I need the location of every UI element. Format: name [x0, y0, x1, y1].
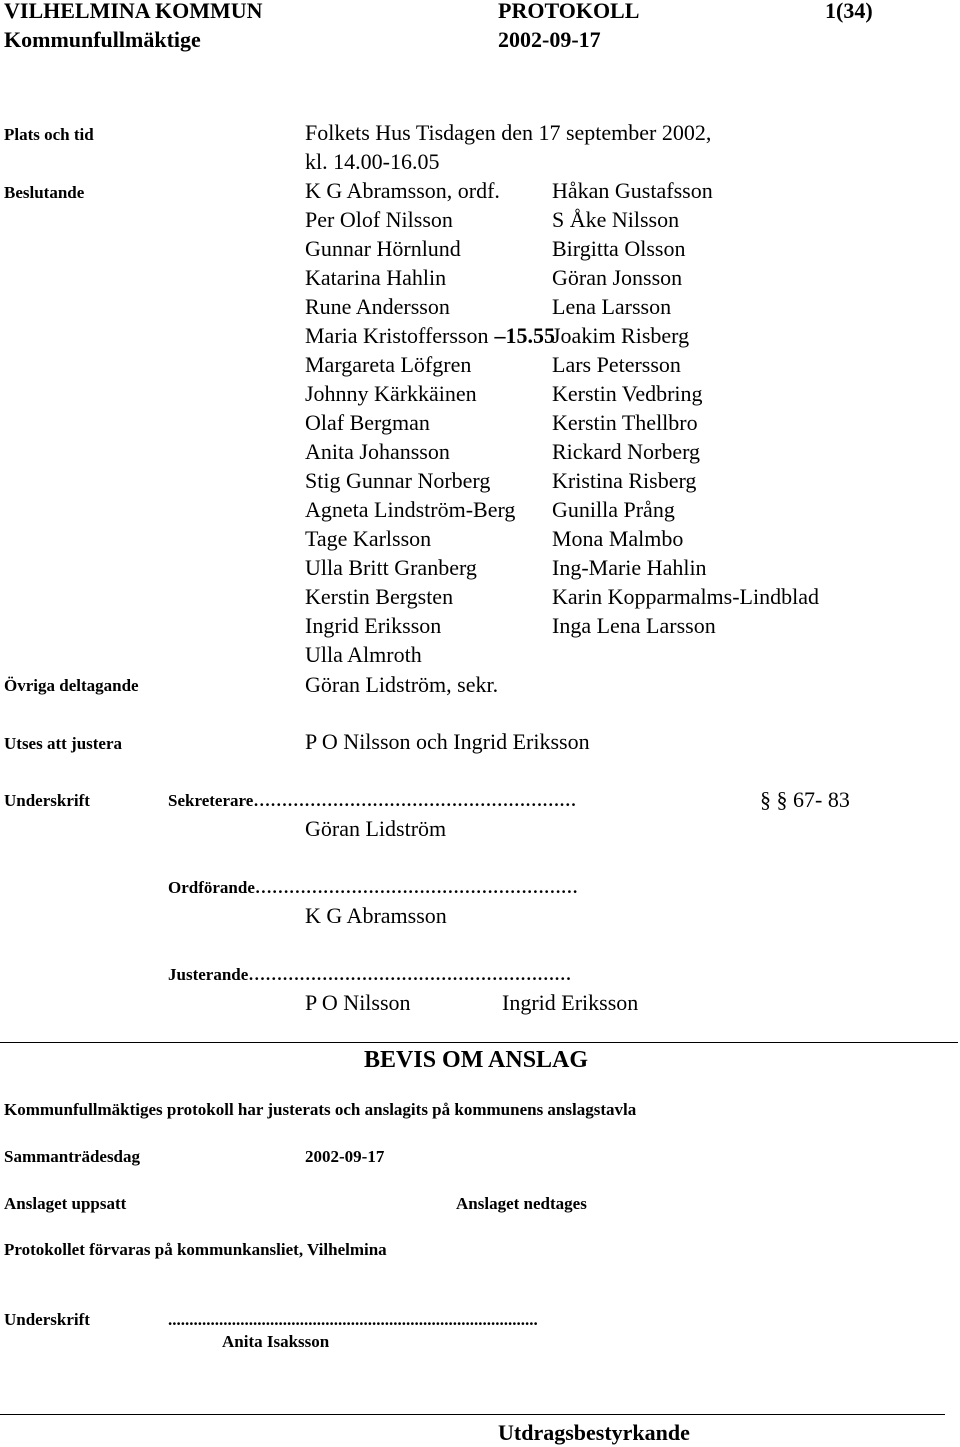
chair-name: K G Abramsson	[305, 903, 447, 928]
member-name: Tage Karlsson	[305, 526, 432, 551]
member-right: Mona Malmbo	[552, 526, 684, 551]
meeting-day-label: Sammanträdesdag	[4, 1147, 141, 1166]
member-time-note: –15.55	[494, 323, 555, 348]
member-right: Gunilla Prång	[552, 497, 675, 522]
doc-type: PROTOKOLL	[498, 0, 640, 23]
notice-signature-label: Underskrift	[4, 1310, 90, 1329]
adjuster-name-2: Ingrid Eriksson	[502, 990, 639, 1015]
member-left	[305, 267, 446, 289]
footer-divider	[0, 1414, 945, 1415]
member-right: Karin Kopparmalms-Lindblad	[552, 584, 819, 609]
member-left	[305, 499, 515, 521]
member-left	[305, 325, 555, 347]
member-name: Margareta Löfgren	[305, 352, 472, 377]
member-right: Joakim Risberg	[552, 323, 690, 348]
member-right: Göran Jonsson	[552, 265, 683, 290]
member-left	[305, 644, 422, 666]
member-name: Agneta Lindström-Berg	[305, 497, 516, 522]
member-name: Johnny Kärkkäinen	[305, 381, 477, 406]
member-right: Kerstin Thellbro	[552, 410, 698, 435]
member-right: S Åke Nilsson	[552, 207, 680, 232]
removed-label: Anslaget nedtages	[456, 1194, 587, 1213]
member-left	[305, 615, 441, 637]
org-name: VILHELMINA KOMMUN	[4, 0, 263, 23]
member-name: Kerstin Bergsten	[305, 584, 454, 609]
meeting-date: 2002-09-17	[498, 27, 601, 52]
member-right: Kristina Risberg	[552, 468, 697, 493]
others-value: Göran Lidström, sekr.	[305, 672, 499, 697]
member-name: Rune Andersson	[305, 294, 450, 319]
place-line-2: kl. 14.00-16.05	[305, 149, 440, 174]
member-left	[305, 383, 477, 405]
secretary-name: Göran Lidström	[305, 816, 447, 841]
kept-text: Protokollet förvaras på kommunkansliet, Vilhelmina	[4, 1240, 387, 1259]
posted-label: Anslaget uppsatt	[4, 1194, 127, 1213]
member-left	[305, 238, 461, 260]
section-divider	[0, 1042, 958, 1043]
member-right: Rickard Norberg	[552, 439, 701, 464]
meeting-day-value: 2002-09-17	[305, 1147, 385, 1166]
member-name: Olaf Bergman	[305, 410, 430, 435]
council-name: Kommunfullmäktige	[4, 27, 201, 52]
notice-title: BEVIS OM ANSLAG	[364, 1047, 589, 1073]
notice-signature-name: Anita Isaksson	[222, 1332, 330, 1351]
member-left	[305, 470, 490, 492]
member-name: Stig Gunnar Norberg	[305, 468, 491, 493]
adjuster-name-1: P O Nilsson	[305, 990, 411, 1015]
secretary-line: Sekreterare…………………………………………………	[168, 791, 577, 810]
adjuster-line: Justerande…………………………………………………	[168, 965, 572, 984]
member-right: Lena Larsson	[552, 294, 672, 319]
member-left	[305, 528, 431, 550]
member-right: Håkan Gustafsson	[552, 178, 713, 203]
member-name: Ingrid Eriksson	[305, 613, 442, 638]
member-left	[305, 354, 471, 376]
member-right: Lars Petersson	[552, 352, 681, 377]
member-name: Ulla Almroth	[305, 642, 422, 667]
member-right: Ing-Marie Hahlin	[552, 555, 707, 580]
others-label: Övriga deltagande	[4, 676, 139, 695]
member-left	[305, 441, 450, 463]
member-left	[305, 180, 500, 202]
member-left	[305, 557, 477, 579]
member-name: Gunnar Hörnlund	[305, 236, 461, 261]
chair-line: Ordförande…………………………………………………	[168, 878, 578, 897]
member-name: Katarina Hahlin	[305, 265, 447, 290]
paragraph-range: § § 67- 83	[760, 787, 850, 812]
notice-signature-dots: .......................................................................................	[168, 1310, 538, 1329]
page-number: 1(34)	[825, 0, 873, 23]
extract-title: Utdragsbestyrkande	[498, 1420, 690, 1445]
adjust-value: P O Nilsson och Ingrid Eriksson	[305, 729, 590, 754]
member-name: Anita Johansson	[305, 439, 450, 464]
member-name: Maria Kristoffersson	[305, 323, 489, 348]
member-right: Birgitta Olsson	[552, 236, 686, 261]
place-line-1: Folkets Hus Tisdagen den 17 september 2002,	[305, 120, 712, 145]
place-label: Plats och tid	[4, 125, 94, 144]
adjust-label: Utses att justera	[4, 734, 123, 753]
member-name: Ulla Britt Granberg	[305, 555, 477, 580]
member-name: K G Abramsson, ordf.	[305, 178, 500, 203]
member-right: Inga Lena Larsson	[552, 613, 716, 638]
deciding-label: Beslutande	[4, 183, 85, 202]
member-right: Kerstin Vedbring	[552, 381, 703, 406]
member-left	[305, 586, 453, 608]
signature-label: Underskrift	[4, 791, 90, 810]
member-left	[305, 412, 430, 434]
member-name: Per Olof Nilsson	[305, 207, 453, 232]
member-left	[305, 209, 453, 231]
notice-statement: Kommunfullmäktiges protokoll har justerats och anslagits på kommunens anslagstavla	[4, 1100, 637, 1119]
member-left	[305, 296, 450, 318]
